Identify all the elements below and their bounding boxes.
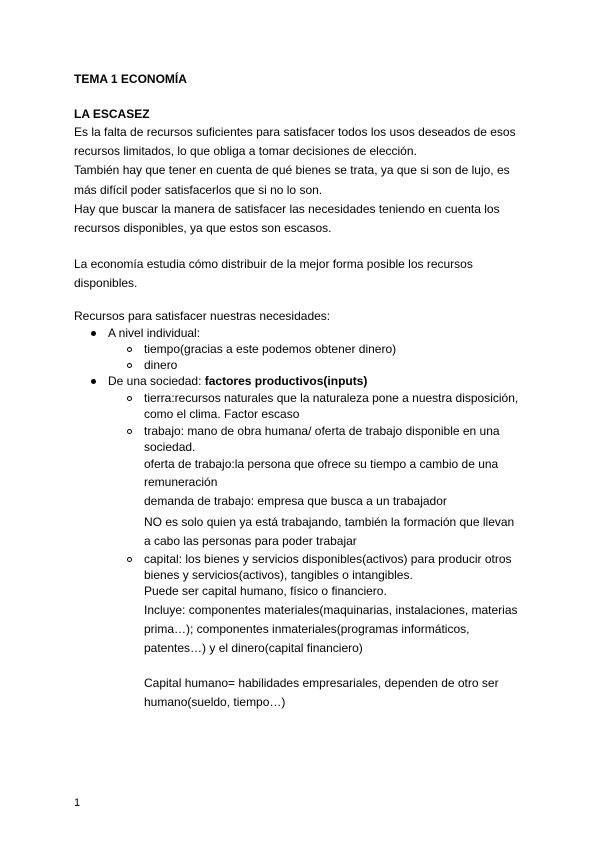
list-item: capital: los bienes y servicios disponibles(activos) para producir otros — [144, 552, 512, 566]
bullet-circle-icon — [127, 557, 132, 562]
list-item: oferta de trabajo:la persona que ofrece su tiempo a cambio de una — [144, 457, 499, 471]
paragraph-line: recursos limitados, lo que obliga a tomar decisiones de elección. — [74, 144, 417, 158]
list-item: humano(sueldo, tiempo…) — [144, 695, 286, 709]
list-item: dinero — [144, 358, 178, 372]
list-item: Capital humano= habilidades empresariales, dependen de otro ser — [144, 676, 499, 690]
list-item: remuneración — [144, 475, 218, 489]
paragraph-line: Recursos para satisfacer nuestras necesidades: — [74, 309, 331, 323]
list-item: bienes y servicios(activos), tangibles o intangibles. — [144, 568, 413, 582]
list-item: trabajo: mano de obra humana/ oferta de trabajo disponible en una — [144, 424, 500, 438]
list-item: NO es solo quien ya está trabajando, también la formación que llevan — [144, 515, 515, 529]
bullet-circle-icon — [127, 396, 132, 401]
bullet-dot-icon — [91, 331, 96, 336]
list-item-text: De una sociedad: — [108, 374, 205, 388]
bullet-circle-icon — [127, 347, 132, 352]
list-item: A nivel individual: — [108, 326, 201, 340]
list-item: demanda de trabajo: empresa que busca a un trabajador — [144, 494, 447, 508]
document-title: TEMA 1 ECONOMÍA — [74, 72, 187, 86]
list-item: patentes…) y el dinero(capital financiero) — [144, 641, 363, 655]
list-item — [108, 374, 367, 388]
bullet-circle-icon — [127, 429, 132, 434]
list-item: prima…); componentes inmateriales(programas informáticos, — [144, 622, 470, 636]
paragraph-line: Es la falta de recursos suficientes para satisfacer todos los usos deseados de esos — [74, 125, 516, 139]
section-heading: LA ESCASEZ — [74, 107, 150, 121]
list-item-bold-text: factores productivos(inputs) — [204, 374, 368, 388]
page-number: 1 — [74, 797, 81, 809]
list-item: sociedad. — [144, 440, 196, 454]
bullet-circle-icon — [127, 363, 132, 368]
paragraph-line: disponibles. — [74, 276, 138, 290]
paragraph-line: Hay que buscar la manera de satisfacer las necesidades teniendo en cuenta los — [74, 202, 500, 216]
list-item: como el clima. Factor escaso — [144, 407, 300, 421]
paragraph-line: La economía estudia cómo distribuir de la mejor forma posible los recursos — [74, 257, 473, 271]
bullet-dot-icon — [91, 379, 96, 384]
paragraph-line: recursos disponibles, ya que estos son escasos. — [74, 221, 332, 235]
list-item: Incluye: componentes materiales(maquinarias, instalaciones, materias — [144, 603, 518, 617]
list-item: Puede ser capital humano, físico o financiero. — [144, 584, 387, 598]
list-item: a cabo las personas para poder trabajar — [144, 534, 357, 548]
paragraph-line: más difícil poder satisfacerlos que si no lo son. — [74, 183, 323, 197]
list-item: tiempo(gracias a este podemos obtener dinero) — [144, 342, 397, 356]
list-item: tierra:recursos naturales que la naturaleza pone a nuestra disposición, — [144, 391, 519, 405]
paragraph-line: También hay que tener en cuenta de qué bienes se trata, ya que si son de lujo, es — [74, 163, 510, 177]
